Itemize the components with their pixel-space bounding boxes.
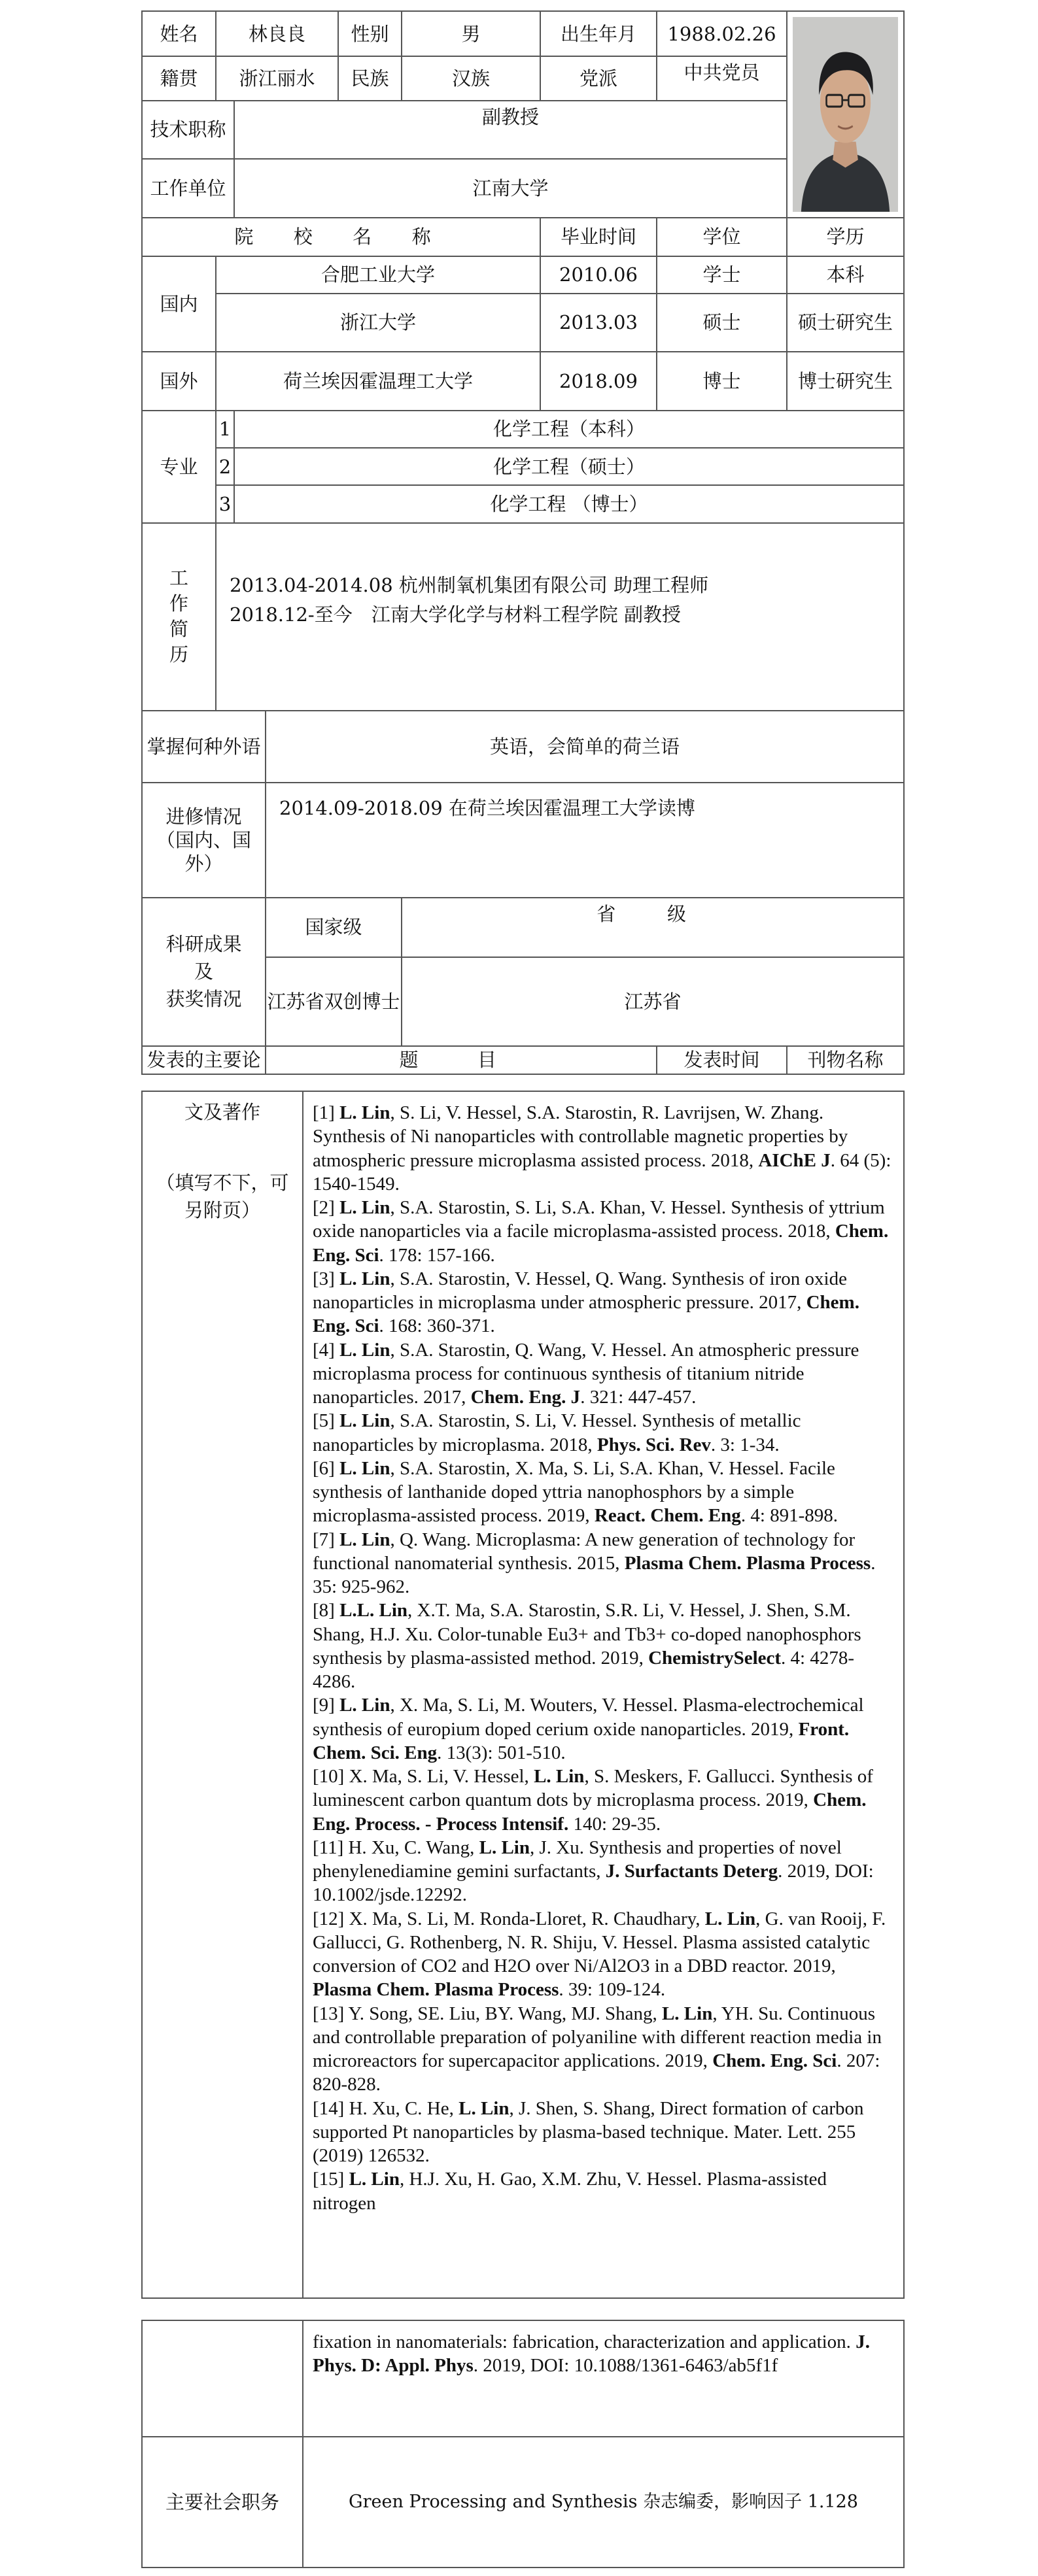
publication-bold-text: L. Lin [339, 1197, 390, 1218]
publication-bold-text: Chem. Eng. Sci [313, 1292, 859, 1337]
publication-text: [5] [313, 1410, 340, 1432]
publication-bold-text: L. Lin [339, 1695, 390, 1716]
awards-provincial-value: 江苏省 [402, 957, 904, 1046]
photo-cell [787, 11, 904, 218]
publication-bold-text: L. Lin [339, 1457, 390, 1479]
publication-entry [313, 1836, 894, 1907]
publication-text: [7] [313, 1529, 340, 1550]
publication-text: [13] Y. Song, SE. Liu, BY. Wang, MJ. Shang, [313, 2003, 662, 2024]
edu-header-time: 毕业时间 [540, 218, 657, 256]
pubs-label-line: 文及著作 [184, 1101, 260, 1123]
major-name: 化学工程 （博士） [234, 485, 904, 522]
publication-bold-text: L. Lin [479, 1837, 530, 1858]
ethnic-label: 民族 [338, 56, 402, 100]
publication-bold-text: L. Lin [458, 2097, 510, 2119]
publication-text: [3] [313, 1268, 340, 1289]
publication-bold-text: L. Lin [339, 1268, 390, 1289]
publication-text: . 321: 447-457. [580, 1387, 697, 1408]
publication-text: [8] [313, 1600, 340, 1621]
awards-label-line: 科研成果 [165, 933, 242, 956]
publication-bold-text: Chem. Eng. Process. - Process Intensif. [313, 1789, 867, 1835]
edu-level: 硕士研究生 [787, 294, 904, 352]
origin-value: 浙江丽水 [216, 56, 338, 100]
publication-text: , S.A. Starostin, Q. Wang, V. Hessel. An atmospheric pressure microplasma process for continuous synthesis of titanium nitride nanoparticles. 2017, [313, 1339, 859, 1408]
publication-entry [313, 2097, 894, 2168]
title-value: 副教授 [234, 101, 787, 160]
publication-text: , X. Ma, S. Li, M. Wouters, V. Hessel. Plasma-electrochemical synthesis of europium doped cerium oxide nanoparticles. 2019, [313, 1695, 864, 1740]
awards-national-label: 国家级 [266, 898, 402, 957]
major-name: 化学工程（硕士） [234, 448, 904, 485]
pubs-label-note: （填写不下，可另附页） [156, 1172, 289, 1221]
edu-school: 浙江大学 [216, 294, 540, 352]
publication-entry [313, 1338, 894, 1410]
publication-text: . 13(3): 501-510. [437, 1742, 566, 1763]
edu-time: 2018.09 [540, 352, 657, 411]
edu-domestic-label: 国内 [142, 256, 216, 352]
edu-school: 合肥工业大学 [216, 256, 540, 293]
edu-degree: 博士 [657, 352, 787, 411]
publication-bold-text: ChemistrySelect [648, 1647, 782, 1669]
major-name: 化学工程（本科） [234, 411, 904, 448]
awards-label-line: 获奖情况 [165, 988, 242, 1011]
continuation-table [141, 2320, 905, 2568]
publication-bold-text: L. Lin [704, 1908, 756, 1929]
study-label [142, 783, 266, 898]
publication-bold-text: Chem. Eng. J [470, 1387, 581, 1408]
publication-entry [313, 1196, 894, 1267]
publication-text: [15] [313, 2169, 349, 2190]
publication-text: 140: 29-35. [568, 1813, 661, 1835]
publication-text: , G. van Rooij, F. Gallucci, G. Rothenberg, N. R. Shiju, V. Hessel. Plasma assisted catalytic conversion of CO2 and H2O over Ni/Al2O3 in a DBD reactor. 2019, [313, 1908, 886, 1976]
resume-label [142, 523, 216, 711]
publication-text: . 39: 109-124. [559, 1979, 666, 2001]
publication-bold-text: L. Lin [534, 1766, 585, 1787]
publication-bold-text: J. Phys. D: Appl. Phys [313, 2331, 870, 2377]
publication-bold-text: Phys. Sci. Rev [597, 1434, 711, 1455]
publication-bold-text: Front. Chem. Sci. Eng [313, 1718, 850, 1763]
party-label: 党派 [540, 56, 657, 100]
pubs-label-top: 发表的主要论 [142, 1046, 266, 1074]
publication-text: [10] X. Ma, S. Li, V. Hessel, [313, 1766, 534, 1787]
publication-text: , S. Meskers, F. Gallucci. Synthesis of luminescent carbon quantum dots by microplasma process. 2019, [313, 1766, 873, 1811]
pubs-col-title: 题 目 [266, 1046, 657, 1074]
major-num: 1 [216, 411, 234, 448]
major-num: 3 [216, 485, 234, 522]
publication-entry [313, 1599, 894, 1693]
resume-form-table [141, 10, 905, 1075]
edu-time: 2010.06 [540, 256, 657, 293]
publication-text: [6] [313, 1457, 340, 1479]
publication-text: . 35: 925-962. [313, 1552, 876, 1597]
publications-list [303, 1091, 904, 2298]
publications-list-continued [303, 2320, 904, 2437]
publication-text: [2] [313, 1197, 340, 1218]
publication-text: . 2019, DOI: 10.1002/jsde.12292. [313, 1861, 874, 1906]
title-label: 技术职称 [142, 101, 234, 160]
pubs-col-journal: 刊物名称 [787, 1046, 904, 1074]
party-value: 中共党员 [657, 56, 787, 100]
resume-line: 2018.12-至今 江南大学化学与材料工程学院 副教授 [230, 603, 681, 626]
publication-text: fixation in nanomaterials: fabrication, characterization and application. [313, 2331, 856, 2352]
study-value: 2014.09-2018.09 在荷兰埃因霍温理工大学读博 [266, 783, 904, 898]
publication-text: [1] [313, 1102, 340, 1123]
publication-entry [313, 1528, 894, 1599]
edu-level: 博士研究生 [787, 352, 904, 411]
publication-bold-text: Plasma Chem. Plasma Process [624, 1552, 871, 1574]
edu-degree: 硕士 [657, 294, 787, 352]
name-label: 姓名 [142, 11, 216, 56]
publication-bold-text: L. Lin [339, 1529, 390, 1550]
publication-entry [313, 2167, 894, 2215]
awards-provincial-label: 省 级 [402, 898, 904, 957]
resume-content [216, 523, 904, 711]
publication-text: [12] X. Ma, S. Li, M. Ronda-Lloret, R. Chaudhary, [313, 1908, 705, 1929]
publication-text: . 2019, DOI: 10.1088/1361-6463/ab5f1f [473, 2355, 778, 2377]
publication-bold-text: L. Lin [339, 1339, 390, 1361]
edu-level: 本科 [787, 256, 904, 293]
publication-text: [4] [313, 1339, 340, 1361]
publication-entry [313, 2002, 894, 2097]
publication-text: , YH. Su. Continuous and controllable preparation of polyaniline with different reaction media in microreactors for supercapacitor applications. 2019, [313, 2003, 882, 2071]
birth-value: 1988.02.26 [657, 11, 787, 56]
publication-entry [313, 1693, 894, 1765]
publication-text: . 4: 4278- 4286. [313, 1647, 854, 1692]
publication-text: . 64 (5): 1540-1549. [313, 1149, 891, 1195]
publication-bold-text: L. Lin [339, 1102, 390, 1123]
major-label: 专业 [142, 411, 216, 523]
publication-text: , S.A. Starostin, X. Ma, S. Li, S.A. Khan, V. Hessel. Facile synthesis of lanthanide doped yttria nanophosphors by a simple microplasma-assisted process. 2019, [313, 1457, 835, 1527]
edu-school: 荷兰埃因霍温理工大学 [216, 352, 540, 411]
publication-bold-text: L. Lin [339, 1410, 390, 1432]
publication-text: , X.T. Ma, S.A. Starostin, S.R. Li, V. Hessel, J. Shen, S.M. Shang, H.J. Xu. Color-tunable Eu3+ and Tb3+ co-doped nanophosphors synthesis by plasma-assisted method. 2019, [313, 1600, 861, 1669]
gender-value: 男 [402, 11, 540, 56]
publication-text: , S.A. Starostin, S. Li, V. Hessel. Synthesis of metallic nanoparticles by microplasma. 2018, [313, 1410, 801, 1455]
pubs-label-cont [142, 1091, 303, 2298]
pubs-col-time: 发表时间 [657, 1046, 787, 1074]
publication-bold-text: Plasma Chem. Plasma Process [313, 1979, 559, 2001]
language-value: 英语，会简单的荷兰语 [266, 711, 904, 783]
publication-text: . 3: 1-34. [710, 1434, 780, 1455]
publication-bold-text: React. Chem. Eng [594, 1505, 741, 1527]
publication-entry [313, 2330, 894, 2378]
publication-bold-text: J. Surfactants Deterg [605, 1861, 778, 1882]
ethnic-value: 汉族 [402, 56, 540, 100]
origin-label: 籍贯 [142, 56, 216, 100]
awards-label-line: 及 [194, 960, 213, 983]
study-label-line: （国内、国外） [156, 829, 251, 875]
resume-line: 2013.04-2014.08 杭州制氧机集团有限公司 助理工程师 [230, 573, 709, 596]
publication-bold-text: Chem. Eng. Sci [712, 2050, 837, 2071]
publication-bold-text: L. Lin [349, 2169, 400, 2190]
name-value: 林良良 [216, 11, 338, 56]
edu-header-school: 院 校 名 称 [142, 218, 540, 256]
edu-time: 2013.03 [540, 294, 657, 352]
edu-degree: 学士 [657, 256, 787, 293]
language-label: 掌握何种外语 [142, 711, 266, 783]
publication-text: . 207: 820-828. [313, 2050, 880, 2095]
birth-label: 出生年月 [540, 11, 657, 56]
publication-bold-text: L.L. Lin [339, 1600, 408, 1621]
awards-label [142, 898, 266, 1045]
publication-text: [14] H. Xu, C. He, [313, 2097, 459, 2119]
edu-header-level: 学历 [787, 218, 904, 256]
publications-table [141, 1091, 905, 2299]
publication-entry [313, 1907, 894, 2002]
publication-text: [9] [313, 1695, 340, 1716]
publication-entry [313, 1267, 894, 1338]
gender-label: 性别 [338, 11, 402, 56]
publication-bold-text: Chem. Eng. Sci [313, 1221, 889, 1266]
publication-bold-text: AIChE J [758, 1149, 831, 1171]
publication-text: , J. Shen, S. Shang, Direct formation of carbon supported Pt nanoparticles by plasma-based technique. Mater. Lett. 255 (2019) 126532. [313, 2097, 864, 2166]
publication-text: , H.J. Xu, H. Gao, X.M. Zhu, V. Hessel. Plasma-assisted nitrogen [313, 2169, 827, 2214]
blank-label-cell [142, 2320, 303, 2437]
publication-text: . 178: 157-166. [379, 1244, 495, 1266]
publication-bold-text: L. Lin [661, 2003, 713, 2024]
edu-abroad-label: 国外 [142, 352, 216, 411]
resume-label-text: 工作简历 [169, 566, 188, 666]
major-num: 2 [216, 448, 234, 485]
work-value: 江南大学 [234, 159, 787, 218]
avatar [793, 17, 898, 212]
publication-text: , S.A. Starostin, V. Hessel, Q. Wang. Synthesis of iron oxide nanoparticles in microplasma under atmospheric pressure. 2017, [313, 1268, 847, 1313]
publication-text: , S.A. Starostin, S. Li, S.A. Khan, V. Hessel. Synthesis of yttrium oxide nanoparticles via a facile microplasma-assisted process. 2018, [313, 1197, 885, 1242]
awards-national-value: 江苏省双创博士 [266, 957, 402, 1046]
publication-entry [313, 1765, 894, 1836]
edu-header-degree: 学位 [657, 218, 787, 256]
publication-text: . 4: 891-898. [740, 1505, 839, 1527]
social-value: Green Processing and Synthesis 杂志编委，影响因子 1.128 [303, 2437, 904, 2568]
social-label: 主要社会职务 [142, 2437, 303, 2568]
publication-text: . 168: 360-371. [379, 1315, 495, 1337]
study-label-line: 进修情况 [165, 805, 242, 828]
publication-text: , Q. Wang. Microplasma: A new generation of technology for functional nanomaterial synthesis. 2015, [313, 1529, 856, 1574]
work-label: 工作单位 [142, 159, 234, 218]
publication-entry [313, 1457, 894, 1528]
publication-entry [313, 1101, 894, 1196]
publication-entry [313, 1409, 894, 1457]
publication-text: [11] H. Xu, C. Wang, [313, 1837, 479, 1858]
publication-text: , S. Li, V. Hessel, S.A. Starostin, R. Lavrijsen, W. Zhang. Synthesis of Ni nanoparticles with controllable magnetic properties by atmospheric pressure microplasma assisted process. 2018, [313, 1102, 848, 1171]
publication-text: , J. Xu. Synthesis and properties of novel phenylenediamine gemini surfactants, [313, 1837, 842, 1882]
